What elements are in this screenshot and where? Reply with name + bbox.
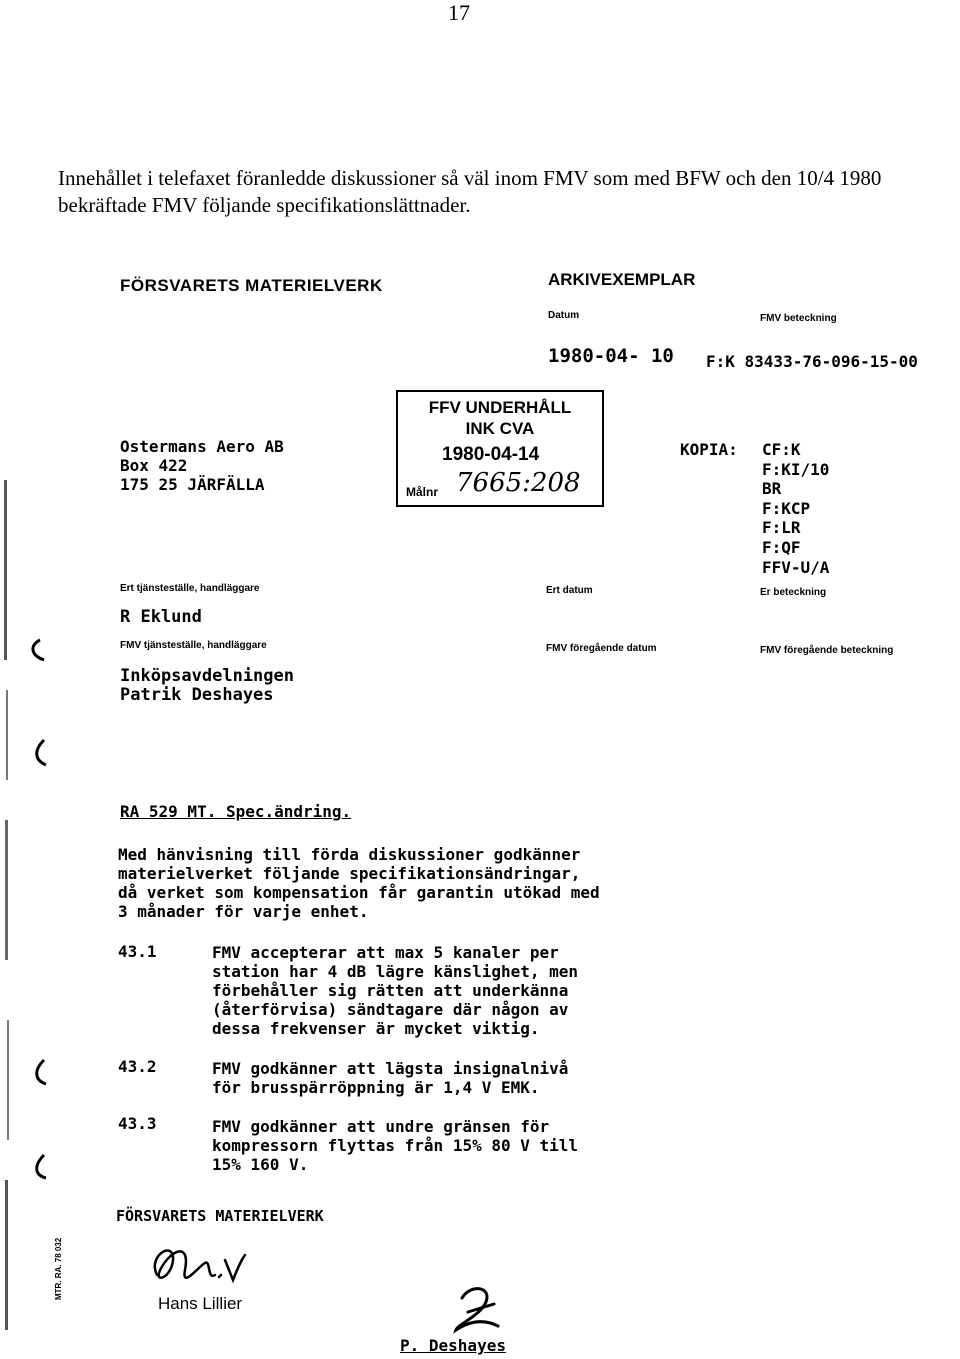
kopia-item: BR [762, 479, 782, 499]
item-line: 15% 160 V. [212, 1155, 309, 1174]
item-line: (återförvisa) sändtagare där någon av [212, 1000, 569, 1019]
kopia-item: F:KI/10 [762, 459, 830, 479]
recipient-address [120, 437, 284, 494]
body-line: materielverket följande specifikationsändringar, [118, 864, 581, 883]
subject-line: RA 529 MT. Spec.ändring. [120, 802, 352, 821]
kopia-list [762, 440, 829, 577]
item-text [212, 943, 578, 1038]
item-line: dessa frekvenser är mycket viktig. [212, 1019, 540, 1038]
stamp-malnr-value: 7665:208 [456, 468, 581, 498]
stamp-malnr-label: Målnr [406, 485, 439, 499]
scan-edge-noise [0, 460, 50, 1340]
stamp-line2: INK CVA [465, 419, 535, 438]
received-stamp [396, 390, 604, 507]
recipient-line: Ostermans Aero AB [120, 437, 284, 456]
second-signature-name: P. Deshayes [400, 1336, 506, 1355]
reference-number: F:K 83433-76-096-15-00 [706, 352, 918, 371]
signature-scribble [145, 1235, 275, 1295]
kopia-item: F:QF [762, 537, 801, 557]
item-number: 43.3 [118, 1114, 157, 1133]
handlaggare: R Eklund [120, 607, 202, 627]
er-beteckning-label: Er beteckning [760, 587, 827, 598]
body-line: 3 månader för varje enhet. [118, 902, 369, 921]
recipient-line: Box 422 [120, 456, 188, 475]
stamp-date: 1980-04-14 [442, 444, 540, 465]
fmv-handlaggare-line: Inköpsavdelningen [120, 666, 294, 686]
body-paragraph [118, 845, 600, 921]
kopia-item: FFV-U/A [762, 557, 830, 577]
item-number: 43.2 [118, 1057, 157, 1076]
item-line: kompressorn flyttas från 15% 80 V till [212, 1136, 579, 1155]
recipient-line: 175 25 JÄRFÄLLA [120, 475, 265, 494]
fmv-handlaggare-line: Patrik Deshayes [120, 685, 274, 705]
fmv-tjanstestalle-label: FMV tjänsteställe, handläggare [120, 640, 267, 651]
ert-datum-label: Ert datum [546, 585, 593, 596]
kopia-item: F:LR [762, 518, 801, 538]
item-line: för brusspärröppning är 1,4 V EMK. [212, 1078, 540, 1097]
datum-label: Datum [548, 310, 580, 321]
body-line: då verket som kompensation får garantin utökad med [118, 883, 600, 902]
item-number: 43.1 [118, 942, 157, 961]
fmv-foregaende-datum-label: FMV föregående datum [546, 643, 657, 654]
page-number: 17 [448, 0, 470, 25]
signature-org: FÖRSVARETS MATERIELVERK [116, 1207, 324, 1225]
second-signature-scribble [448, 1282, 508, 1338]
body-line: Med hänvisning till förda diskussioner godkänner [118, 845, 581, 864]
item-line: förbehåller sig rätten att underkänna [212, 981, 569, 1000]
kopia-item: F:KCP [762, 498, 811, 518]
fmv-foregaende-beteckning-label: FMV föregående beteckning [760, 645, 894, 656]
item-line: FMV godkänner att lägsta insignalnivå [212, 1059, 569, 1078]
intro-paragraph: Innehållet i telefaxet föranledde diskussioner så väl inom FMV som med BFW och den 10/4 1980 bekräftade FMV följande specifikationslättnader. [58, 166, 882, 217]
item-text [212, 1117, 578, 1174]
archive-label: ARKIVEXEMPLAR [548, 270, 696, 289]
stamp-line1: FFV UNDERHÅLL [428, 398, 572, 417]
fmv-handlaggare [120, 667, 294, 705]
item-text [212, 1059, 568, 1097]
ert-tjanstestalle-label: Ert tjänsteställe, handläggare [120, 583, 260, 594]
item-line: FMV accepterar att max 5 kanaler per [212, 943, 559, 962]
item-line: station har 4 dB lägre känslighet, men [212, 962, 579, 981]
item-line: FMV godkänner att undre gränsen för [212, 1117, 550, 1136]
letter-date: 1980-04- 10 [548, 345, 674, 367]
letterhead: FÖRSVARETS MATERIELVERK [120, 276, 383, 295]
side-code: MTR. RA. 78 032 [54, 1237, 63, 1300]
kopia-item: CF:K [762, 440, 801, 459]
kopia-label: KOPIA: [680, 440, 738, 459]
signature-name: Hans Lillier [158, 1294, 243, 1313]
fmv-beteckning-label: FMV beteckning [760, 313, 837, 324]
